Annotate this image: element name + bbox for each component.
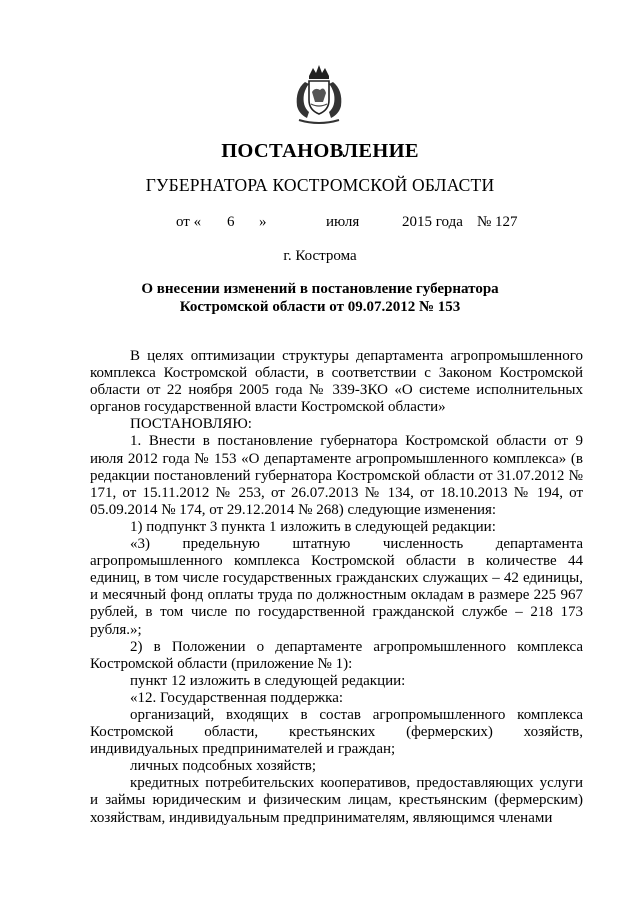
body-paragraph: «3) предельную штатную численность департамента агропромышленного комплекса Костромской области в количестве 44 единиц, в том числе государственных гражданских служащих – 42 единицы, и месячный фонд оплаты труда по должностным окладам в размере 225 967 рублей, в том числе по государственной гражданской службе – 218 173 рубля.»; (90, 536, 583, 638)
document-title: ПОСТАНОВЛЕНИЕ (221, 140, 419, 162)
body-paragraph: организаций, входящих в состав агропромышленного комплекса Костромской области, крестьянских (фермерских) хозяйств, индивидуальных предпринимателей и граждан; (90, 706, 583, 758)
document-subject (0, 280, 640, 316)
body-paragraph: 1. Внести в постановление губернатора Костромской области от 9 июля 2012 года № 153 «О департаменте агропромышленного комплекса» (в редакции постановлений губернатора Костромской области от 31.07.2012 № 171, от 15.11.2012 № 253, от 26.07.2013 № 134, от 18.10.2013 № 194, от 05.09.2014 № 174, от 29.12.2014 № 268) следующие изменения: (90, 433, 583, 518)
coat-of-arms (287, 62, 351, 126)
body-paragraph: 1) подпункт 3 пункта 1 изложить в следующей редакции: (130, 518, 496, 535)
body-paragraph: ПОСТАНОВЛЯЮ: (130, 416, 252, 433)
date-year: 2015 года (402, 214, 463, 230)
body-paragraph: личных подсобных хозяйств; (130, 758, 317, 775)
date-day-close: » (259, 214, 267, 230)
body-paragraph: «12. Государственная поддержка: (130, 689, 344, 706)
subject-line-1: О внесении изменений в постановление губернатора (141, 281, 499, 297)
kostroma-coat-of-arms-icon (287, 62, 351, 126)
body-paragraph: 2) в Положении о департаменте агропромышленного комплекса Костромской области (приложение № 1): (90, 638, 583, 672)
city-name: г. Кострома (283, 248, 357, 264)
date-prefix: от « (176, 214, 202, 230)
document-body (90, 348, 583, 827)
date-month: июля (326, 214, 360, 230)
body-paragraph: кредитных потребительских кооперативов, предоставляющих услуги и займы юридическим и физическим лицам, крестьянским (фермерским) хозяйствам, индивидуальным предпринимателям, являющимся членами (90, 775, 583, 826)
date-day: 6 (227, 214, 235, 230)
body-paragraph: пункт 12 изложить в следующей редакции: (130, 672, 406, 689)
body-paragraph: В целях оптимизации структуры департамента агропромышленного комплекса Костромской области, в соответствии с Законом Костромской области от 22 ноября 2005 года № 339-ЗКО «О системе исполнительных органов государственной власти Костромской области» (90, 348, 583, 416)
document-number: № 127 (477, 214, 518, 230)
subject-line-2: Костромской области от 09.07.2012 № 153 (179, 299, 461, 315)
issuer-title: ГУБЕРНАТОРА КОСТРОМСКОЙ ОБЛАСТИ (145, 175, 495, 195)
